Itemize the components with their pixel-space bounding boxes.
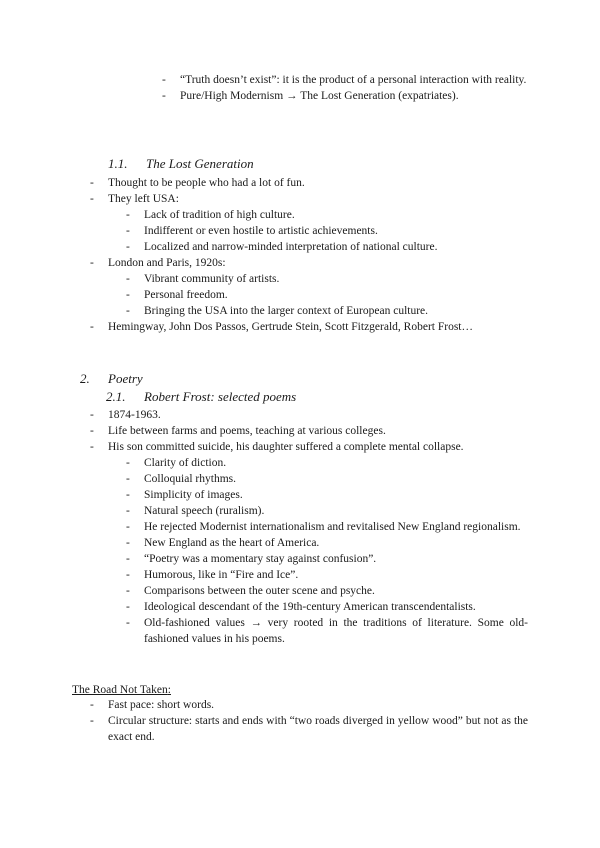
section-heading-1-1: 1.1. The Lost Generation: [108, 156, 254, 171]
list-item: - Clarity of diction.: [126, 457, 227, 469]
list-item: - Ideological descendant of the 19th-century American transcendentalists.: [126, 601, 476, 613]
lost-generation-list: [0, 175, 600, 335]
list-item: - Old-fashioned values → very rooted in the traditions of literature. Some old-fashioned values in his poems.: [126, 617, 528, 645]
list-item: - Comparisons between the outer scene and psyche.: [126, 585, 375, 597]
list-item: - He rejected Modernist internationalism and revitalised New England regionalism.: [126, 521, 521, 533]
list-item: - “Poetry was a momentary stay against confusion”.: [126, 553, 377, 565]
list-item: - “Truth doesn’t exist”: it is the product of a personal interaction with reality.: [162, 74, 527, 86]
list-item: - London and Paris, 1920s: - Vibrant community of artists. - Personal freedom. - Bringing the USA into the larger context of European culture.: [0, 255, 600, 319]
list-item: - Indifferent or even hostile to artistic achievements.: [126, 225, 378, 237]
list-item: - New England as the heart of America.: [126, 537, 320, 549]
section-heading-2-1: 2.1. Robert Frost: selected poems: [106, 389, 297, 404]
list-item: - They left USA: - Lack of tradition of high culture. - Indifferent or even hostile to artistic achievements. - Localized and narrow-minded interpretation of national culture.: [0, 191, 600, 255]
list-item: - Personal freedom.: [126, 289, 228, 301]
list-item: - Pure/High Modernism → The Lost Generation (expatriates).: [162, 90, 459, 102]
dash-bullet: -: [162, 90, 166, 102]
intro-list: [0, 72, 600, 104]
list-item: - Fast pace: short words.: [90, 699, 215, 711]
list-item: - Colloquial rhythms.: [126, 473, 236, 485]
list-item: - Vibrant community of artists.: [126, 273, 280, 285]
list-item: - 1874-1963.: [90, 409, 161, 421]
list-item: - Humorous, like in “Fire and Ice”.: [126, 569, 299, 581]
section-heading-2: 2. Poetry: [80, 371, 143, 386]
sub-list: [0, 455, 600, 647]
list-item: - Lack of tradition of high culture.: [126, 209, 295, 221]
list-item: - Circular structure: starts and ends with “two roads diverged in yellow wood” but not as the exact end.: [90, 715, 528, 743]
road-not-taken-list: [0, 697, 600, 745]
list-item: - Life between farms and poems, teaching at various colleges.: [90, 425, 386, 437]
robert-frost-list: [0, 407, 600, 647]
list-item: - Thought to be people who had a lot of fun.: [90, 177, 305, 189]
list-item: - Bringing the USA into the larger context of European culture.: [126, 305, 429, 317]
list-item: - Localized and narrow-minded interpretation of national culture.: [126, 241, 438, 253]
list-item: - His son committed suicide, his daughter suffered a complete mental collapse. - Clarity of diction. - Colloquial rhythms. - Simplicity of images. - Natural speech (ruralism). - He rejected Modernist internationalism and revitalised New England regionalism. - New England as the heart of America. - “Poetry was a momentary stay against confusion”. - Humorous, like in “Fire and Ice”. - Comparisons between the outer scene and psyche. - Ideological descendant of the 19th-century American transcendentalists. - Old-fashioned values → very rooted in the traditions of literature. Some old-fashioned values in his poems.: [0, 439, 600, 647]
list-item: - Simplicity of images.: [126, 489, 243, 501]
list-item: - Natural speech (ruralism).: [126, 505, 265, 517]
sub-list: [0, 207, 600, 255]
list-item: - Hemingway, John Dos Passos, Gertrude Stein, Scott Fitzgerald, Robert Frost…: [90, 321, 473, 333]
dash-bullet: -: [162, 74, 166, 86]
sub-list: [0, 271, 600, 319]
poem-subtitle: The Road Not Taken:: [72, 684, 171, 696]
